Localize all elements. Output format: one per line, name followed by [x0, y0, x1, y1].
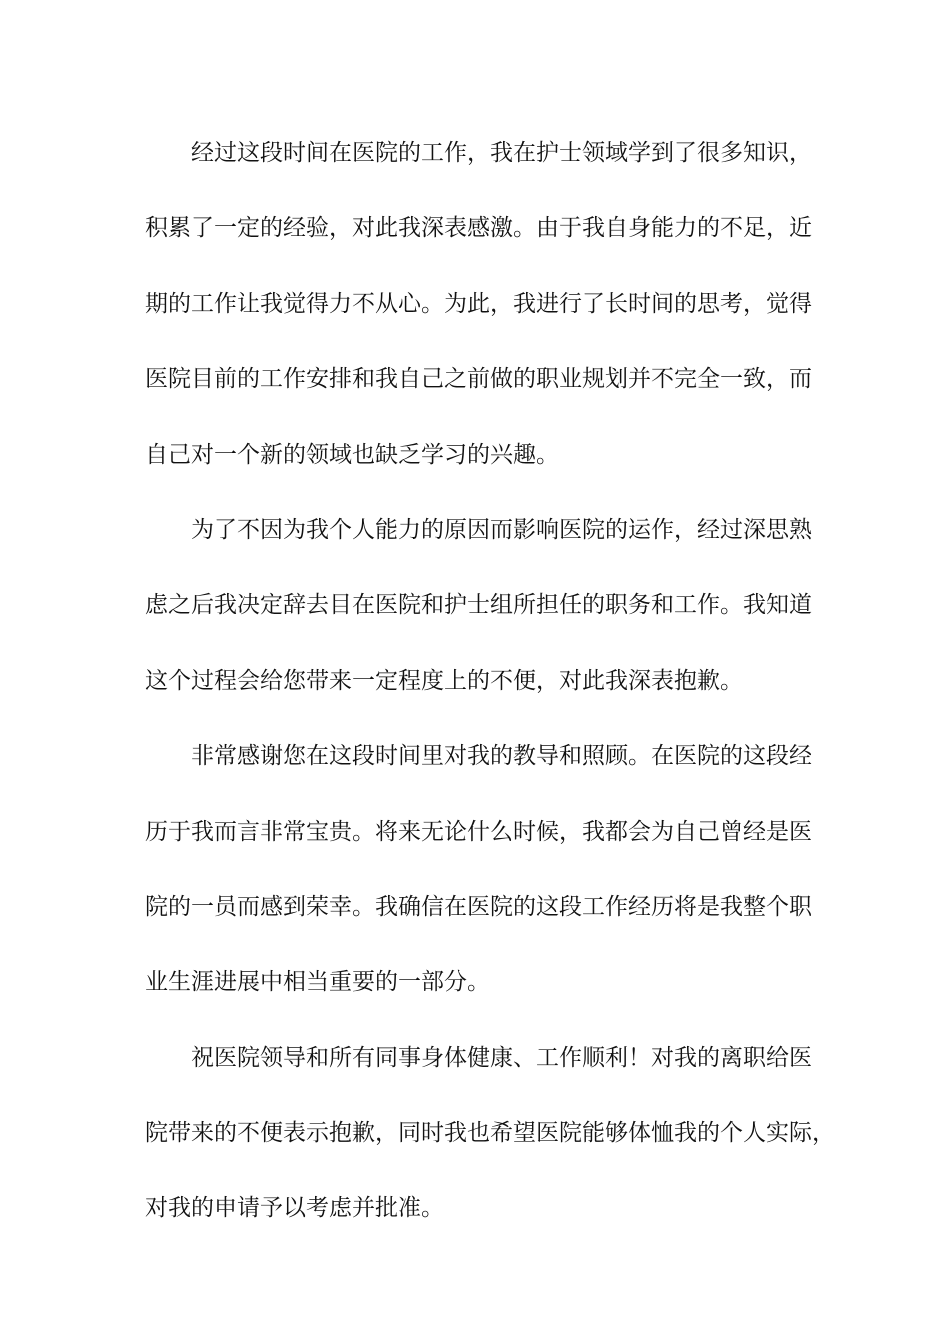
text-line: 为了不因为我个人能力的原因而影响医院的运作，经过深思熟 — [191, 516, 812, 543]
text-line: 业生涯进展中相当重要的一部分。 — [145, 969, 490, 996]
text-line: 对我的申请予以考虑并批准。 — [145, 1195, 444, 1222]
text-line: 经过这段时间在医院的工作，我在护士领域学到了很多知识， — [191, 140, 812, 166]
paragraph-2 — [145, 511, 817, 737]
text-line: 祝医院领导和所有同事身体健康、工作顺利！对我的离职给医 — [191, 1044, 812, 1071]
text-line: 自己对一个新的领域也缺乏学习的兴趣。 — [145, 441, 559, 468]
text-line: 期的工作让我觉得力不从心。为此，我进行了长时间的思考，觉得 — [145, 290, 812, 317]
text-line: 这个过程会给您带来一定程度上的不便，对此我深表抱歉。 — [145, 667, 743, 694]
text-line: 非常感谢您在这段时间里对我的教导和照顾。在医院的这段经 — [191, 743, 812, 770]
text-line: 医院目前的工作安排和我自己之前做的职业规划并不完全一致，而 — [145, 366, 812, 393]
paragraph-3 — [145, 737, 817, 1039]
text-line: 虑之后我决定辞去目在医院和护士组所担任的职务和工作。我知道 — [145, 592, 812, 619]
text-line: 院的一员而感到荣幸。我确信在医院的这段工作经历将是我整个职 — [145, 893, 812, 920]
text-line: 积累了一定的经验，对此我深表感激。由于我自身能力的不足，近 — [145, 215, 812, 242]
paragraph-4 — [145, 1039, 835, 1265]
letter-body — [145, 134, 835, 1265]
text-line: 院带来的不便表示抱歉，同时我也希望医院能够体恤我的个人实际， — [145, 1120, 835, 1147]
paragraph-1 — [145, 134, 817, 511]
text-line: 历于我而言非常宝贵。将来无论什么时候，我都会为自己曾经是医 — [145, 818, 812, 845]
